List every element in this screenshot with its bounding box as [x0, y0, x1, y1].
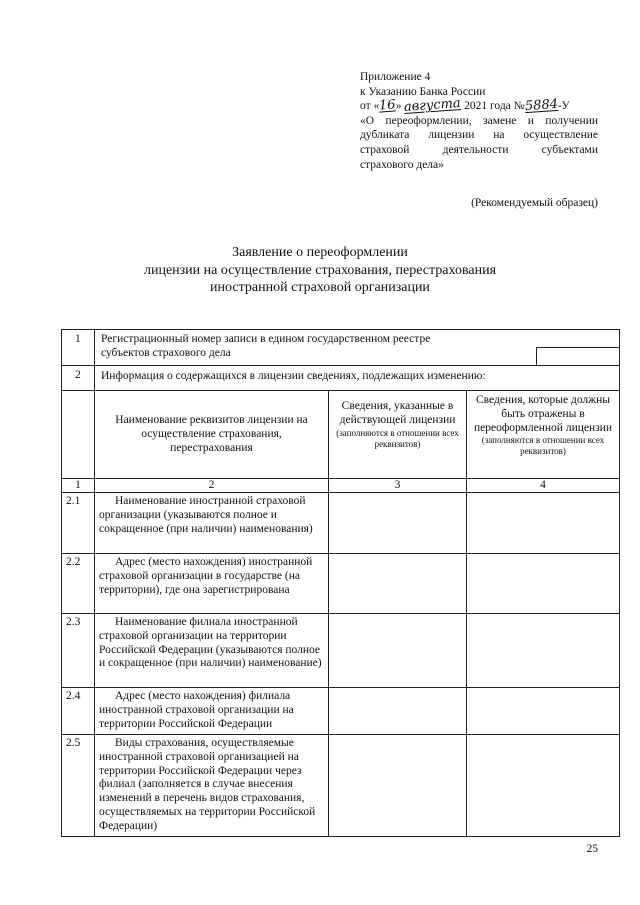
- col-number-3: 3: [328, 478, 467, 493]
- annex-ref-line-4: страхового дела»: [360, 158, 444, 171]
- handwritten-month: августа: [403, 96, 462, 116]
- row-2-2-text: Адрес (место нахождения) иностранной страховой организации в государстве (на территории), где она зарегистрирована: [94, 553, 329, 614]
- col-number-4: 4: [466, 478, 620, 493]
- row1-text-line1: Регистрационный номер записи в едином государственном реестре: [101, 333, 431, 345]
- title-line-3: иностранной страховой организации: [210, 280, 430, 295]
- col-number-2: 2: [94, 478, 329, 493]
- date-prefix: от «: [360, 100, 380, 113]
- handwritten-day: 16: [378, 97, 397, 114]
- header-col1: [61, 390, 95, 479]
- row-2-2-number: 2.2: [61, 553, 95, 614]
- row-2-1-current-value[interactable]: [328, 492, 467, 554]
- page-number: 25: [586, 843, 598, 855]
- header-col4-note: (заполняются в отношении всех реквизитов): [481, 435, 605, 457]
- row-2-3-new-value[interactable]: [466, 613, 620, 688]
- recommended-sample-note: (Рекомендуемый образец): [471, 197, 598, 209]
- row-2-4-text: Адрес (место нахождения) филиала иностранной страховой организации на территории Российской Федерации: [94, 687, 329, 735]
- annex-ref-line-1: «О переоформлении, замене и получении: [360, 114, 598, 127]
- document-title: [0, 244, 640, 297]
- registration-number-field[interactable]: [536, 347, 620, 366]
- row-2-5-current-value[interactable]: [328, 734, 467, 837]
- row-2-1-number: 2.1: [61, 492, 95, 554]
- header-col3-note: (заполняются в отношении всех реквизитов): [336, 427, 459, 449]
- row-2-3-current-value[interactable]: [328, 613, 467, 688]
- annex-line-2: к Указанию Банка России: [360, 85, 486, 98]
- doc-suffix: -У: [557, 100, 570, 113]
- title-line-1: Заявление о переоформлении: [232, 245, 408, 260]
- row-2-3-text: Наименование филиала иностранной страховой организации на территории Российской Федерации (указываются полное и сокращенное (при наличии) наименование): [94, 613, 329, 688]
- annex-date-line: [360, 96, 598, 116]
- row2-text: Информация о содержащихся в лицензии сведениях, подлежащих изменению:: [94, 365, 620, 391]
- row-2-5-text: Виды страхования, осуществляемые иностранной страховой организацией на территории Российской Федерации через филиал (заполняется в случае внесения изменений в перечень видов страхования, осуществляемых на территории Российской Федерации): [94, 734, 329, 837]
- row-2-4-number: 2.4: [61, 687, 95, 735]
- date-year: 2021 года №: [464, 100, 525, 113]
- annex-line-1: Приложение 4: [360, 71, 431, 83]
- row-2-4-new-value[interactable]: [466, 687, 620, 735]
- row-2-2-current-value[interactable]: [328, 553, 467, 614]
- annex-header: [360, 70, 598, 172]
- header-col4: [466, 390, 620, 479]
- row2-number: 2: [61, 365, 95, 391]
- header-col4-main: Сведения, которые должны быть отражены в переоформленной лицензии: [473, 394, 612, 434]
- header-col3-main: Сведения, указанные в действующей лицензии: [339, 400, 456, 426]
- row-2-5-new-value[interactable]: [466, 734, 620, 837]
- row1-text-line2: субъектов страхового дела: [101, 346, 231, 359]
- row1-number: 1: [61, 329, 95, 366]
- row-2-2-new-value[interactable]: [466, 553, 620, 614]
- row-2-1-text: Наименование иностранной страховой организации (указываются полное и сокращенное (при наличии) наименования): [94, 492, 329, 554]
- handwritten-doc-number: 5884: [524, 97, 559, 115]
- col-number-1: 1: [61, 478, 95, 493]
- annex-ref-line-2: дубликата лицензии на осуществление: [360, 129, 598, 142]
- header-col3: [328, 390, 467, 479]
- row-2-3-number: 2.3: [61, 613, 95, 688]
- date-mid: »: [395, 100, 402, 113]
- row-2-1-new-value[interactable]: [466, 492, 620, 554]
- row-2-4-current-value[interactable]: [328, 687, 467, 735]
- title-line-2: лицензии на осуществление страхования, перестрахования: [143, 262, 497, 278]
- row-2-5-number: 2.5: [61, 734, 95, 837]
- annex-ref-line-3: страховой деятельности субъектами: [360, 143, 598, 156]
- header-col2: Наименование реквизитов лицензии на осуществление страхования, перестрахования: [94, 390, 329, 479]
